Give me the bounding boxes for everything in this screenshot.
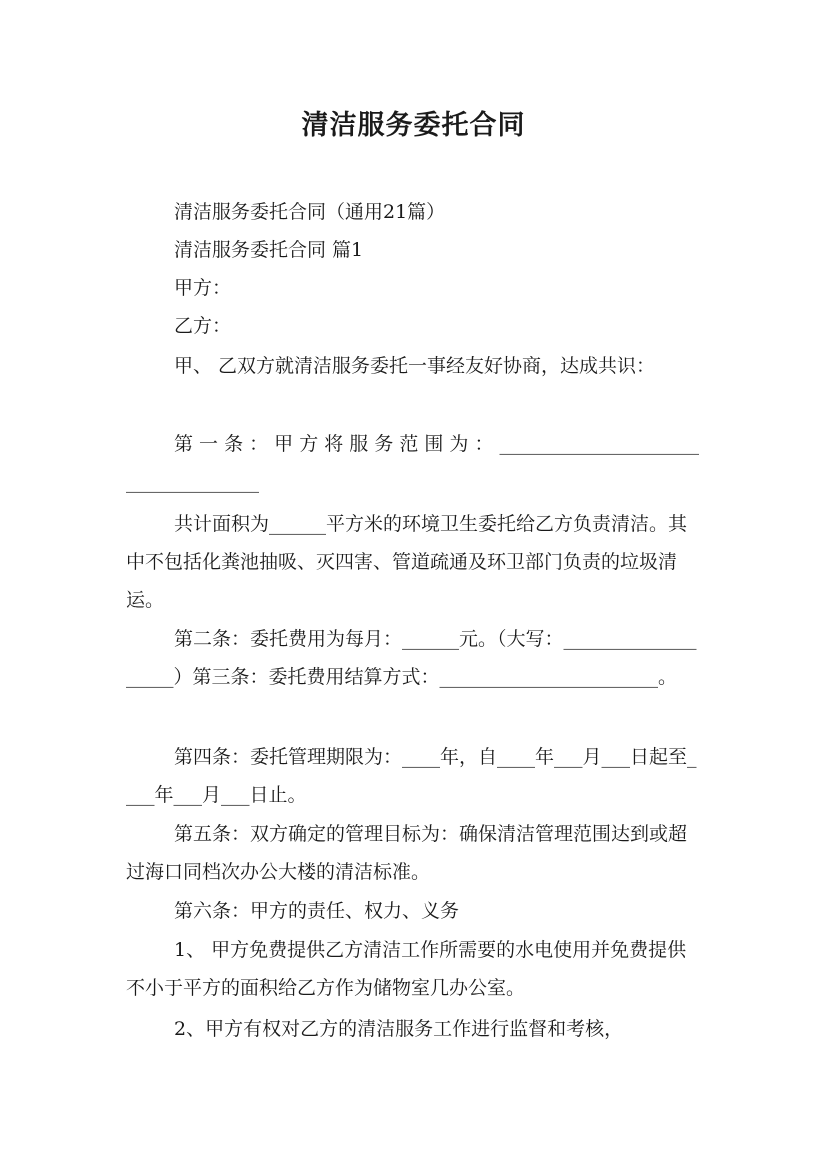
paragraph-item-1: 1、 甲方免费提供乙方清洁工作所需要的水电使用并免费提供不小于平方的面积给乙方作为储物室几办公室。 xyxy=(126,939,687,999)
paragraph-item-2: 2、甲方有权对乙方的清洁服务工作进行监督和考核， xyxy=(174,1018,624,1040)
paragraph-heading: 清洁服务委托合同 篇1 xyxy=(174,239,364,261)
paragraph-article-5: 第五条：双方确定的管理目标为：确保清洁管理范围达到或超过海口同档次办公大楼的清洁标准。 xyxy=(126,823,688,883)
paragraph-subtitle: 清洁服务委托合同（通用21篇） xyxy=(174,201,446,223)
paragraph-article-4: 第四条：委托管理期限为：____年，自____年___月___日起至____年___月___日止。 xyxy=(126,746,697,806)
paragraph-article-6: 第六条：甲方的责任、权力、义务 xyxy=(174,900,460,922)
paragraph-article-2-3: 第二条：委托费用为每月：______元。（大写：___________________）第三条：委托费用结算方式：_______________________。 xyxy=(126,628,697,688)
paragraph-consensus: 甲、 乙双方就清洁服务委托一事经友好协商，达成共识： xyxy=(174,355,656,377)
paragraph-party-b: 乙方： xyxy=(174,315,232,337)
paragraph-article-1: 第 一 条 ： 甲 方 将 服 务 范 围 为 ： ___________________________________ xyxy=(126,433,700,493)
paragraph-area: 共计面积为______平方米的环境卫生委托给乙方负责清洁。其中不包括化粪池抽吸、灭四害、管道疏通及环卫部门负责的垃圾清运。 xyxy=(126,513,688,611)
paragraph-party-a: 甲方： xyxy=(174,277,232,299)
document-title: 清洁服务委托合同 xyxy=(301,110,526,141)
